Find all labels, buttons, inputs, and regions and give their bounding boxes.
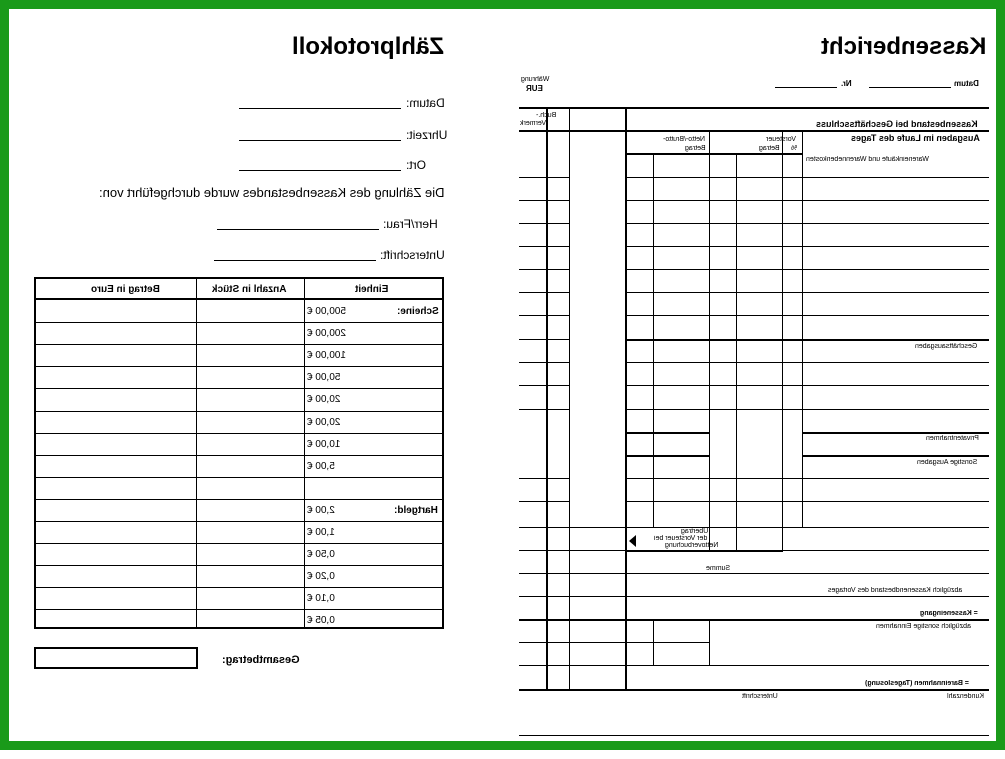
waehrung-label: Währung — [521, 76, 550, 83]
gesamt-box[interactable] — [34, 647, 198, 669]
kasseneingang-bottom — [519, 619, 989, 621]
grid-row-line-left — [519, 223, 570, 224]
einnahmen-label: abzüglich sonstige Einnahmen — [876, 623, 971, 630]
einnahmen-col-1 — [653, 620, 654, 666]
einnahmen-row — [519, 642, 709, 643]
table-header-line — [34, 298, 444, 300]
footer-rule — [519, 735, 989, 736]
table-row-line — [34, 543, 444, 544]
table-row-line — [34, 366, 444, 367]
zaehlung-sentence: Die Zählung des Kassenbestandes wurde durchgeführt von: — [99, 185, 445, 200]
grid-row-line-left — [519, 269, 570, 270]
privat-rule — [802, 432, 989, 434]
kassenbestand-label: Kassenbestand bei Geschäftsschluss — [816, 119, 978, 129]
ort-label: Ort: — [406, 158, 426, 172]
summe-bottom — [519, 573, 989, 574]
grid-row-line-left — [519, 478, 570, 479]
einheit-value: 100,00 € — [307, 350, 346, 361]
grid-row-line-left — [519, 292, 570, 293]
grid-row-line — [625, 501, 989, 502]
subheader-rule — [625, 153, 802, 155]
uhrzeit-label: Uhrzeit: — [406, 128, 448, 142]
grid-row-line-left — [519, 339, 570, 340]
section-rule — [625, 339, 989, 341]
table-col-line-1 — [196, 277, 197, 629]
uebertrag-3: Nettoverbuchung — [665, 542, 719, 549]
uhrzeit-line[interactable] — [239, 140, 401, 141]
summe-top — [519, 550, 989, 551]
col-netto-right — [709, 132, 710, 552]
grid-row-line — [625, 269, 989, 270]
grid-row-line-left — [519, 385, 570, 386]
einheit-value: 5,00 € — [307, 461, 335, 472]
grid-row-line-left — [519, 177, 570, 178]
gesamt-label: Gesamtbetrag: — [222, 654, 300, 666]
unterschrift-footer-label: Unterschrift — [742, 693, 778, 700]
table-row-line — [34, 609, 444, 610]
grid-row-line-left — [519, 409, 570, 410]
grid-row-line — [625, 246, 989, 247]
einheit-value: 20,00 € — [307, 394, 341, 405]
col-vorsteuer-right — [782, 132, 783, 552]
table-row-line — [34, 521, 444, 522]
table-row-line — [34, 499, 444, 500]
header-einheit: Einheit — [355, 284, 389, 295]
einheit-value: 0,20 € — [307, 571, 335, 582]
col-prozent — [736, 154, 737, 552]
grid-row-line — [625, 385, 989, 386]
privat-rule-left — [625, 432, 709, 434]
einheit-value: 10,00 € — [307, 439, 341, 450]
datum-label: Datum: — [406, 96, 445, 110]
mirrored-form — [9, 9, 1005, 759]
einheit-value: 20,00 € — [307, 417, 341, 428]
grid-row-line — [625, 362, 989, 363]
grid-row-line-left — [519, 501, 570, 502]
einheit-value: 1,00 € — [307, 527, 335, 538]
einheit-value: 0,05 € — [307, 615, 335, 626]
table-row-line — [34, 587, 444, 588]
sonstige-rule-left — [625, 455, 709, 457]
datum-head-line[interactable] — [869, 87, 951, 88]
bottom-rule — [519, 689, 989, 691]
einheit-value: 0,50 € — [307, 549, 335, 560]
geschaeft-label: Geschäftsausgaben — [915, 343, 978, 350]
table-row-line — [34, 433, 444, 434]
herr-line[interactable] — [217, 229, 379, 230]
herr-label: Herr/Frau: — [383, 217, 438, 231]
header-anzahl: Anzahl in Stück — [212, 284, 287, 295]
scheine-label: Scheine: — [397, 306, 439, 317]
unterschrift-label: Unterschrift: — [380, 248, 445, 262]
count-table — [34, 277, 444, 629]
top-rule — [519, 107, 989, 109]
einheit-value: 0,10 € — [307, 593, 335, 604]
table-row-line — [34, 477, 444, 478]
einheit-value: 200,00 € — [307, 328, 346, 339]
col-3 — [625, 107, 627, 689]
grid-row-line — [625, 200, 989, 201]
uebertrag-2: der Vorsteuer bei — [654, 535, 708, 542]
buch-label: Buch.- — [536, 112, 557, 119]
col-text — [802, 132, 803, 527]
hartgeld-label: Hartgeld: — [394, 505, 438, 516]
sonstige-rule — [802, 455, 989, 457]
prozent-label: % — [791, 145, 798, 152]
col-2 — [569, 107, 570, 689]
einnahmen-col-2 — [709, 620, 710, 666]
wareneinkauf-label: Wareneinkäufe und Warennebenkosten — [806, 156, 929, 163]
einheit-value: 500,00 € — [307, 306, 346, 317]
vorsteuer-label: Vorsteuer — [766, 136, 796, 143]
netto-label: Netto-/Brutto- — [663, 136, 706, 143]
vortag-bottom — [519, 596, 989, 597]
rule-kassenbestand — [519, 130, 989, 132]
table-row-line — [34, 388, 444, 389]
vermerk-label: Vermerk — [520, 120, 547, 127]
datum-line[interactable] — [239, 108, 401, 109]
ausgaben-label: Ausgaben im Laufe des Tages — [851, 133, 980, 143]
grid-row-line-left — [519, 246, 570, 247]
grid-row-line — [625, 223, 989, 224]
sonstige-label: Sonstige Ausgaben — [917, 459, 978, 466]
uebertrag-1: Übertrag — [681, 528, 709, 535]
col-buch — [546, 107, 548, 689]
table-col-line-2 — [304, 277, 305, 629]
table-row-line — [34, 322, 444, 323]
bareinnahmen-label: = Bareinnahmen (Tageslosung) — [865, 680, 969, 687]
kasseneingang-label: = Kasseneingang — [920, 610, 978, 617]
grid-row-line — [625, 177, 989, 178]
ort-line[interactable] — [239, 170, 401, 171]
grid-row-line-left — [519, 362, 570, 363]
kundenzahl-label: Kundenzahl — [947, 693, 984, 700]
uebertrag-arrow-icon — [629, 535, 636, 547]
privat-label: Privatentnahmen — [926, 435, 979, 442]
grid-row-line — [625, 292, 989, 293]
grid-row-line-left — [519, 315, 570, 316]
eur-label: EUR — [526, 84, 543, 93]
table-row-line — [34, 455, 444, 456]
einnahmen-bottom — [519, 665, 989, 666]
left-title: Zählprotokoll — [292, 33, 444, 60]
grid-row-line — [625, 478, 989, 479]
table-row-line — [34, 565, 444, 566]
table-row-line — [34, 411, 444, 412]
einheit-value: 50,00 € — [307, 372, 341, 383]
grid-row-line-left — [519, 200, 570, 201]
nr-line[interactable] — [775, 87, 837, 88]
vortag-label: abzüglich Kassenendbestand des Vortages — [828, 587, 963, 594]
grid-row-line — [625, 409, 989, 410]
table-row-line — [34, 344, 444, 345]
right-title: Kassenbericht — [821, 33, 987, 60]
uebertrag-top — [519, 527, 989, 528]
summe-label: Summe — [706, 565, 731, 572]
grid-row-line — [625, 315, 989, 316]
netto-betrag-label: Betrag — [685, 145, 706, 152]
datum-head: Datum — [954, 79, 979, 88]
einheit-value: 2,00 € — [307, 505, 335, 516]
unterschrift-line[interactable] — [214, 260, 376, 261]
nr-head: Nr. — [841, 79, 852, 88]
header-betrag: Betrag in Euro — [91, 284, 160, 295]
vorsteuer-betrag-label: Betrag — [759, 145, 780, 152]
